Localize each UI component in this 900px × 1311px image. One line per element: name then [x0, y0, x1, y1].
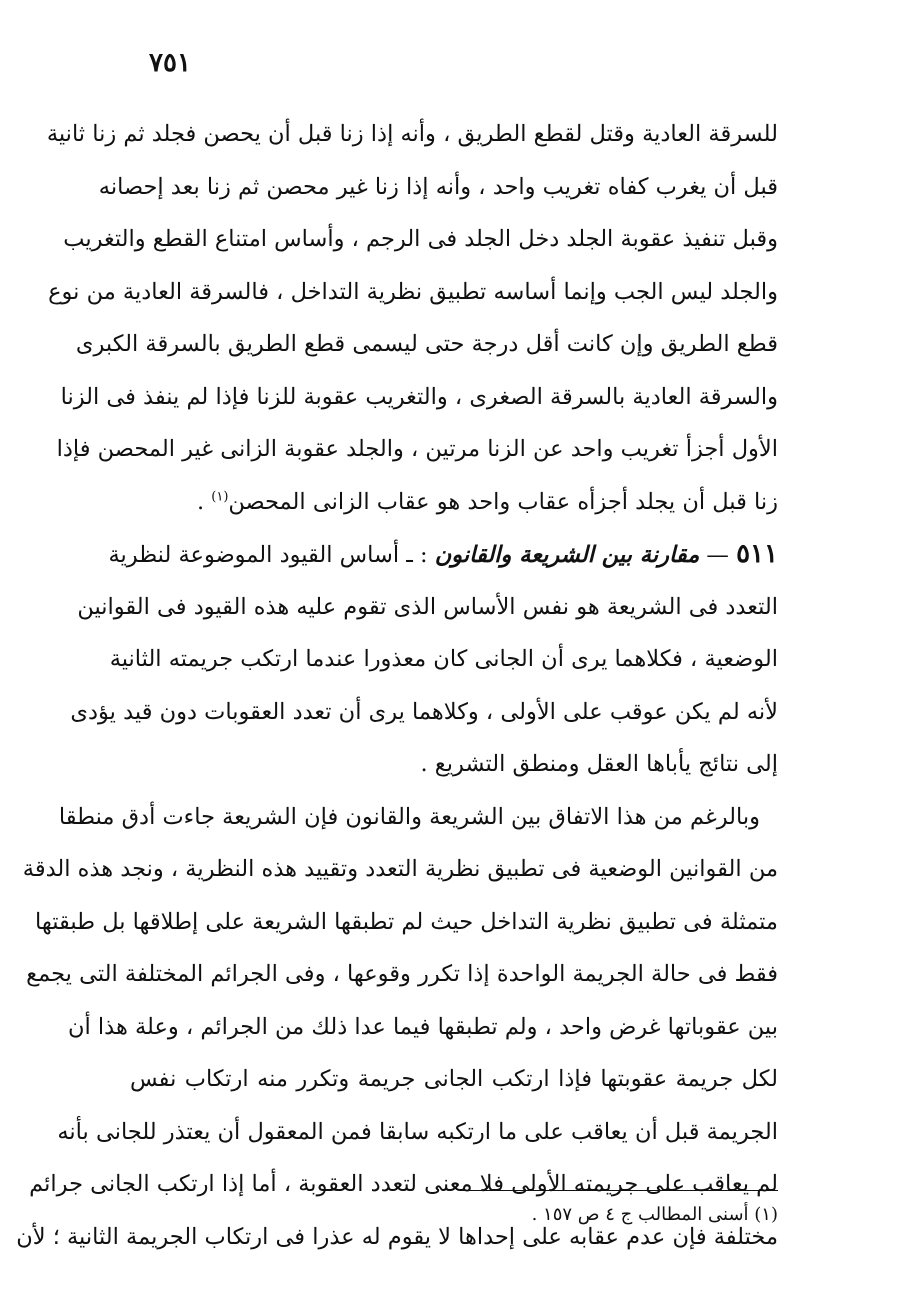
text-line: لم يعاقب على جريمته الأولى فلا معنى لتعدد العقوبة ، أما إذا ارتكب الجانى جرائم [29, 1171, 778, 1197]
text-line: قطع الطريق وإن كانت أقل درجة حتى ليسمى قطع الطريق بالسرقة الكبرى [75, 331, 778, 357]
section-separator: : ـ [399, 542, 435, 568]
paragraph-first-line: وبالرغم من هذا الاتفاق بين الشريعة والقانون فإن الشريعة جاءت أدق منطقا [58, 803, 760, 830]
text-line: وقبل تنفيذ عقوبة الجلد دخل الجلد فى الرجم ، وأساس امتناع القطع والتغريب [63, 226, 778, 252]
text-line: إلى نتائج يأباها العقل ومنطق التشريع . [420, 751, 778, 777]
text-line: والسرقة العادية بالسرقة الصغرى ، والتغريب عقوبة للزنا فإذا لم ينفذ فى الزنا [60, 383, 778, 410]
footnote: (١) أسنى المطالب ج ٤ ص ١٥٧ . [531, 1204, 778, 1225]
text-line: متمثلة فى تطبيق نظرية التداخل حيث لم تطبقها الشريعة على إطلاقها بل طبقتها [34, 908, 778, 935]
text-line: قبل أن يغرب كفاه تغريب واحد ، وأنه إذا زنا غير محصن ثم زنا بعد إحصانه [98, 173, 778, 200]
footnote-reference: (١) [211, 489, 229, 504]
text-line-content: زنا قبل أن يجلد أجزأه عقاب واحد هو عقاب الزانى المحصن [228, 488, 778, 515]
text-line: لكل جريمة عقوبتها فإذا ارتكب الجانى جريمة وتكرر منه ارتكاب نفس [130, 1066, 778, 1092]
text-line: الوضعية ، فكلاهما يرى أن الجانى كان معذورا عندما ارتكب جريمته الثانية [109, 646, 778, 672]
text-line-last [130, 476, 778, 529]
body-text [16, 108, 778, 1263]
text-line: مختلفة فإن عدم عقابه على إحداها لا يقوم له عذرا فى ارتكاب الجريمة الثانية ؛ لأن [16, 1223, 778, 1250]
text-line: التعدد فى الشريعة هو نفس الأساس الذى تقوم عليه هذه القيود فى القوانين [77, 593, 778, 620]
footnote-divider [460, 1190, 778, 1191]
section-dash: — [699, 542, 737, 568]
text-line: للسرقة العادية وقتل لقطع الطريق ، وأنه إذا زنا قبل أن يحصن فجلد ثم زنا ثانية [46, 121, 778, 147]
text-line: الأول أجزأ تغريب واحد عن الزنا مرتين ، والجلد عقوبة الزانى غير المحصن فإذا [56, 436, 778, 462]
section-heading-line [108, 528, 778, 581]
page-number: ٧٥١ [149, 48, 191, 78]
text-line: فقط فى حالة الجريمة الواحدة إذا تكرر وقوعها ، وفى الجرائم المختلفة التى يجمع [26, 961, 778, 987]
text-line: بين عقوباتها غرض واحد ، ولم تطبقها فيما عدا ذلك من الجرائم ، وعلة هذا أن [67, 1013, 778, 1040]
text-line: الجريمة قبل أن يعاقب على ما ارتكبه سابقا فمن المعقول أن يعتذر للجانى بأنه [57, 1118, 778, 1145]
text-line: لأنه لم يكن عوقب على الأولى ، وكلاهما يرى أن تعدد العقوبات دون قيد يؤدى [70, 698, 778, 725]
text-line: من القوانين الوضعية فى تطبيق نظرية التعدد وتقييد هذه النظرية ، ونجد هذه الدقة [22, 856, 778, 882]
text-line: والجلد ليس الجب وإنما أساسه تطبيق نظرية التداخل ، فالسرقة العادية من نوع [48, 278, 778, 305]
section-title: مقارنة بين الشريعة والقانون [434, 542, 700, 568]
section-lead-text: أساس القيود الموضوعة لنظرية [108, 542, 400, 568]
text-line-tail: . [196, 488, 212, 515]
section-number: ٥١١ [736, 539, 778, 569]
